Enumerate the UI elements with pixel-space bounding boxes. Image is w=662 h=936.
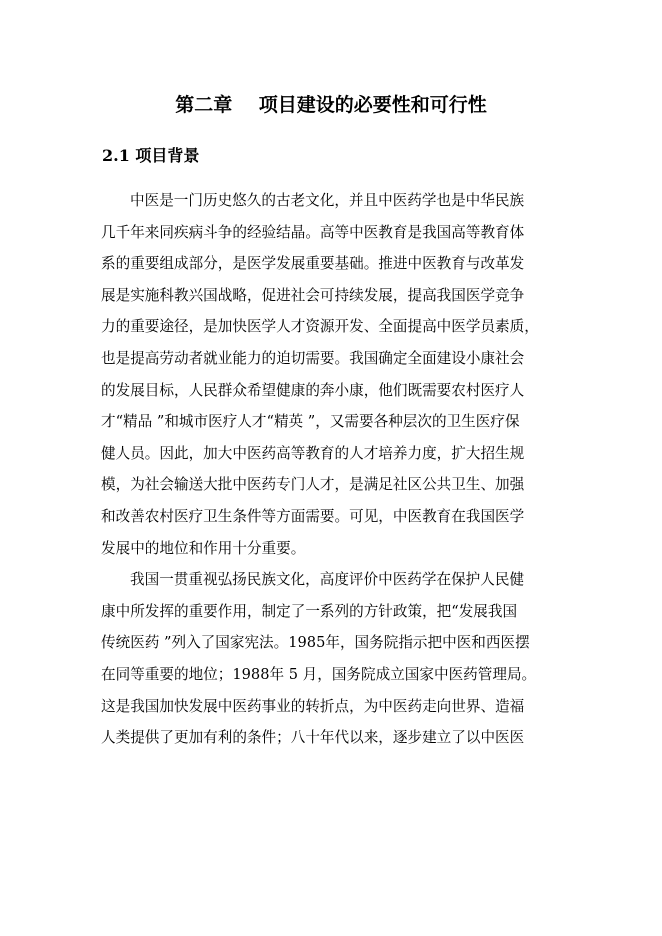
text-line: 发展中的地位和作用十分重要。	[101, 539, 306, 557]
chapter-title: 第二章 项目建设的必要性和可行性	[175, 94, 487, 116]
section-number: 2.1	[102, 146, 130, 165]
text-line: 中医是一门历史悠久的古老文化，并且中医药学也是中华民族	[130, 192, 525, 209]
text-line: 这是我国加快发展中医药事业的转折点，为中医药走向世界、造福	[101, 697, 525, 715]
text-line: 几千年来同疾病斗争的经验结晶。高等中医教育是我国高等教育体	[101, 223, 525, 241]
text-line: 在同等重要的地位；1988年 5 月，国务院成立国家中医药管理局。	[101, 665, 537, 683]
section-title: 项目背景	[135, 146, 200, 165]
text-line: 系的重要组成部分，是医学发展重要基础。推进中医教育与改革发	[101, 255, 525, 273]
text-line: 模，为社会输送大批中医药专门人才，是满足社区公共卫生、加强	[101, 476, 525, 494]
text-line: 才“精品 ”和城市医疗人才“精英 ”，又需要各种层次的卫生医疗保	[101, 413, 520, 431]
text-line: 人类提供了更加有利的条件；八十年代以来，逐步建立了以中医医	[101, 729, 525, 747]
section-heading	[102, 145, 199, 167]
text-line: 的发展目标，人民群众希望健康的奔小康，他们既需要农村医疗人	[101, 381, 525, 399]
text-line: 传统医药 ”列入了国家宪法。1985年，国务院指示把中医和西医摆	[101, 634, 530, 652]
body-text	[101, 185, 561, 754]
text-line: 和改善农村医疗卫生条件等方面需要。可见，中医教育在我国医学	[101, 507, 525, 525]
text-line: 康中所发挥的重要作用，制定了一系列的方针政策，把“发展我国	[101, 602, 518, 620]
text-line: 我国一贯重视弘扬民族文化，高度评价中医药学在保护人民健	[130, 571, 525, 589]
text-line: 展是实施科教兴国战略，促进社会可持续发展，提高我国医学竞争	[101, 286, 525, 304]
text-line: 力的重要途径，是加快医学人才资源开发、全面提高中医学员素质，	[101, 318, 539, 336]
text-line: 健人员。因此，加大中医药高等教育的人才培养力度，扩大招生规	[101, 444, 525, 462]
text-line: 也是提高劳动者就业能力的迫切需要。我国确定全面建设小康社会	[101, 349, 525, 367]
